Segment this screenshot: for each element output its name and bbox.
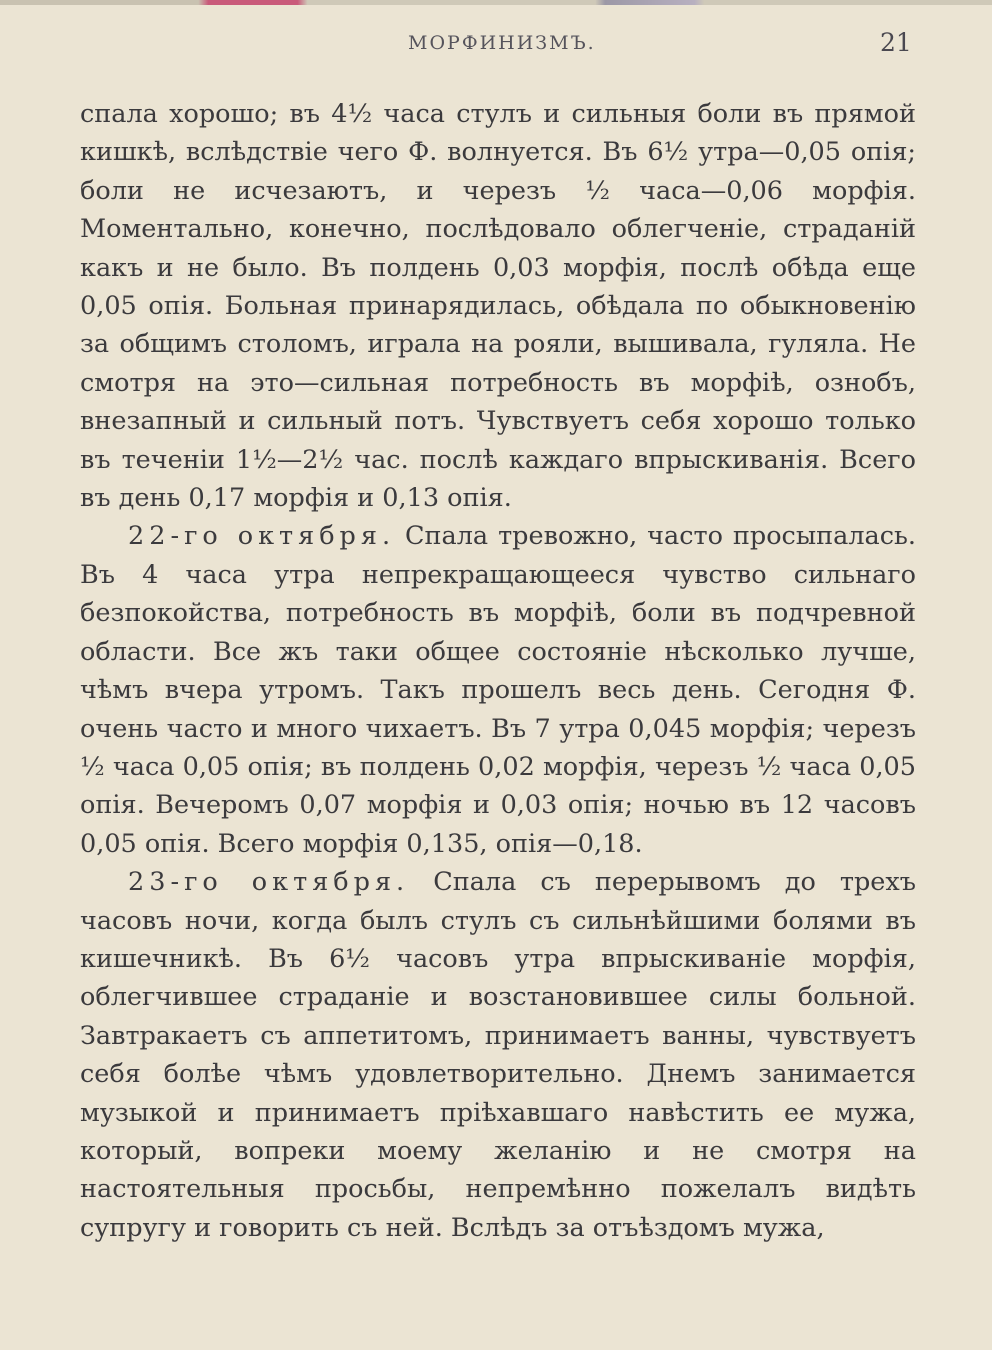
- entry-date: 22-го октября.: [128, 521, 396, 552]
- running-title: МОРФИНИЗМЪ.: [408, 32, 596, 54]
- paragraph-text: Спала тревожно, часто просыпалась. Въ 4 часа утра непрекращающееся чувство сильнаго безпокойства, потребность въ морфіѣ, боли въ подчревной области. Все жъ таки общее состояніе нѣсколько лучше, чѣмъ вчера утромъ. Такъ прошелъ весь день. Сегодня Ф. очень часто и много чихаетъ. Въ 7 утра 0,045 морфія; черезъ ½ часа 0,05 опія; въ полдень 0,02 морфія, черезъ ½ часа 0,05 опія. Вечеромъ 0,07 морфія и 0,03 опія; ночью въ 12 часовъ 0,05 опія. Всего морфія 0,135, опія—0,18.: [80, 521, 917, 859]
- body-text: [80, 95, 916, 1247]
- entry-date: 23-го октября.: [128, 867, 410, 898]
- paragraph-2: [80, 517, 916, 863]
- page-number: 21: [880, 28, 912, 57]
- page-header: [0, 28, 992, 62]
- paragraph-text: Спала съ перерывомъ до трехъ часовъ ночи, когда былъ стулъ съ сильнѣйшими болями въ кишечникѣ. Въ 6½ часовъ утра впрыскиваніе морфія, облегчившее страданіе и возстановившее силы больной. Завтракаетъ съ аппетитомъ, принимаетъ ванны, чувствуетъ себя болѣе чѣмъ удовлетворительно. Днемъ занимается музыкой и принимаетъ пріѣхавшаго навѣстить ее мужа, который, вопреки моему желанію и не смотря на настоятельныя просьбы, непремѣнно пожелалъ видѣть супругу и говорить съ ней. Вслѣдъ за отъѣздомъ мужа,: [80, 867, 917, 1243]
- paragraph-1: [80, 95, 916, 517]
- paragraph-text: спала хорошо; въ 4½ часа стулъ и сильныя боли въ прямой кишкѣ, вслѣдствіе чего Ф. волнуется. Въ 6½ утра—0,05 опія; боли не исчезаютъ, и черезъ ½ часа—0,06 морфія. Моментально, конечно, послѣдовало облегченіе, страданій какъ и не было. Въ полдень 0,03 морфія, послѣ обѣда еще 0,05 опія. Больная принарядилась, обѣдала по обыкновенію за общимъ столомъ, играла на рояли, вышивала, гуляла. Не смотря на это—сильная потребность въ морфіѣ, ознобъ, внезапный и сильный потъ. Чувствуетъ себя хорошо только въ теченіи 1½—2½ час. послѣ каждаго впрыскиванія. Всего въ день 0,17 морфія и 0,13 опія.: [80, 99, 916, 514]
- page-edge-strip: [0, 0, 992, 5]
- paragraph-3: [80, 863, 916, 1247]
